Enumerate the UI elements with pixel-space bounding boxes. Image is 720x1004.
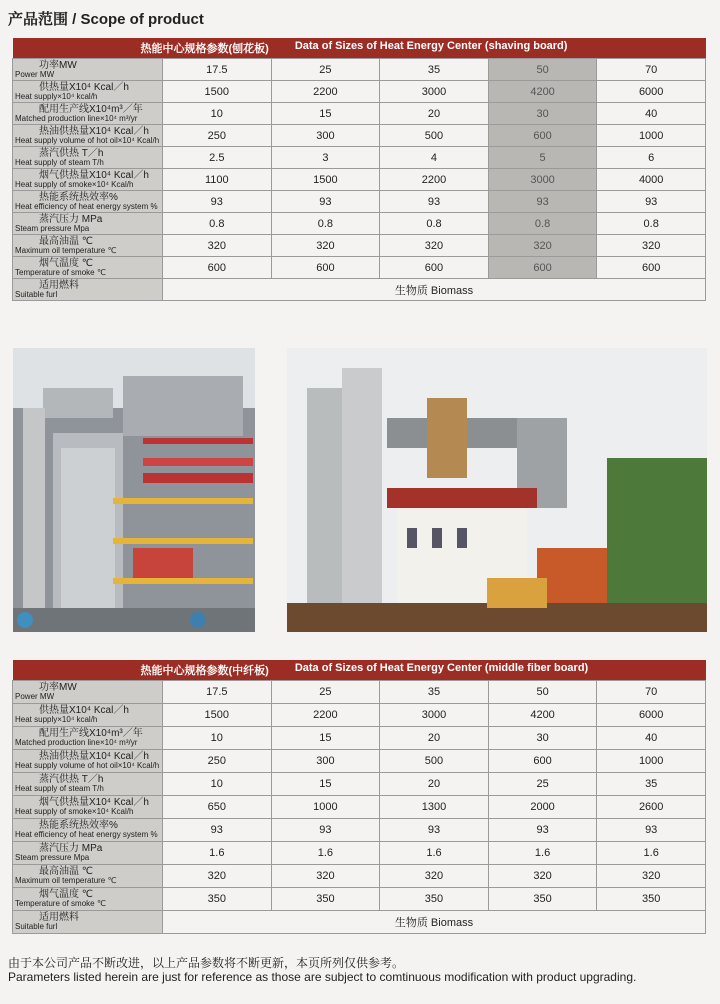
- row-label-en: Power MW: [15, 69, 55, 79]
- table-cell: 1500: [271, 169, 380, 191]
- row-label: [13, 191, 163, 213]
- table-cell: 35: [380, 59, 489, 81]
- table-cell: 50: [488, 59, 597, 81]
- table-cell: 25: [271, 59, 380, 81]
- table-cell: 250: [163, 750, 272, 773]
- table-cell: 6: [597, 147, 706, 169]
- table-row: [13, 888, 706, 911]
- table-row: [13, 750, 706, 773]
- row-label-cn: 功率MW: [39, 682, 77, 693]
- table-cell: 2200: [380, 169, 489, 191]
- row-label-cn: 蒸汽供热 T／h: [39, 147, 104, 159]
- table-cell: 2600: [597, 796, 706, 819]
- table-cell: 93: [163, 819, 272, 842]
- spec-table-middle-fiber-board: [12, 660, 706, 934]
- footer-note-cn: 由于本公司产品不断改进，以上产品参数将不断更新，本页所列仅供参考。: [8, 956, 405, 970]
- row-label-cn: 蒸汽压力 MPa: [39, 213, 103, 225]
- row-label-en: Temperature of smoke ℃: [15, 899, 106, 908]
- table-row: [13, 796, 706, 819]
- table-cell: 350: [163, 888, 272, 911]
- table-row: [13, 147, 706, 169]
- table-cell: 15: [271, 727, 380, 750]
- table-cell: 2200: [271, 81, 380, 103]
- table-cell: 6000: [597, 81, 706, 103]
- table-header-cn: 热能中心规格参数(刨花板): [140, 43, 269, 55]
- table-cell: 4: [380, 147, 489, 169]
- table-cell: 600: [163, 257, 272, 279]
- table-cell: 3: [271, 147, 380, 169]
- row-label-en: Matched production line×10⁴ m³/yr: [15, 738, 138, 747]
- fuel-value: 生物质 Biomass: [163, 911, 706, 934]
- table-cell: 70: [597, 681, 706, 704]
- table-cell: 17.5: [163, 59, 272, 81]
- row-label-cn: 热油供热量X10⁴ Kcal／h: [39, 751, 149, 762]
- table-cell: 320: [488, 235, 597, 257]
- row-label: [13, 681, 163, 704]
- table-cell: 300: [271, 750, 380, 773]
- row-label: [13, 235, 163, 257]
- row-label: [13, 81, 163, 103]
- table-cell: 6000: [597, 704, 706, 727]
- row-label-en: Heat supply of steam T/h: [15, 157, 104, 167]
- row-label-en: Heat efficiency of heat energy system %: [15, 830, 158, 839]
- row-label-en: Heat supply×10⁴ kcal/h: [15, 715, 98, 724]
- table-cell: 0.8: [380, 213, 489, 235]
- boiler-plant-photo-left: [13, 348, 255, 632]
- row-label-en: Maximum oil temperature ℃: [15, 876, 117, 885]
- table-cell: 1000: [597, 750, 706, 773]
- table-cell: 30: [488, 727, 597, 750]
- table-cell: 1500: [163, 704, 272, 727]
- table-cell: 1.6: [488, 842, 597, 865]
- table-row: [13, 169, 706, 191]
- row-label-cn: 功率MW: [39, 59, 77, 71]
- table-cell: 10: [163, 103, 272, 125]
- row-label-en: Heat supply of smoke×10⁴ Kcal/h: [15, 179, 134, 189]
- table-cell: 250: [163, 125, 272, 147]
- table-cell: 600: [488, 257, 597, 279]
- row-label-cn: 供热量X10⁴ Kcal／h: [39, 705, 129, 716]
- table-cell: 350: [380, 888, 489, 911]
- table-cell: 93: [271, 191, 380, 213]
- row-label: [13, 727, 163, 750]
- row-label-en: Steam pressure Mpa: [15, 223, 90, 233]
- table-row: [13, 191, 706, 213]
- table-row: [13, 842, 706, 865]
- table-cell: 20: [380, 727, 489, 750]
- table-header-cn: 热能中心规格参数(中纤板): [140, 665, 269, 677]
- table-cell: 1300: [380, 796, 489, 819]
- row-label-cn: 供热量X10⁴ Kcal／h: [39, 81, 129, 93]
- row-label-en: Maximum oil temperature ℃: [15, 245, 117, 255]
- table-cell: 320: [488, 865, 597, 888]
- row-label: [13, 279, 163, 301]
- table-cell: 35: [380, 681, 489, 704]
- table-cell: 1100: [163, 169, 272, 191]
- row-label: [13, 59, 163, 81]
- boiler-plant-photo-right: [287, 348, 707, 632]
- row-label: [13, 213, 163, 235]
- table-row: [13, 81, 706, 103]
- table-cell: 320: [163, 865, 272, 888]
- spec-table-shaving-board: [12, 38, 706, 301]
- table-cell: 3000: [380, 81, 489, 103]
- row-label-en: Heat efficiency of heat energy system %: [15, 201, 158, 211]
- table-cell: 2000: [488, 796, 597, 819]
- table-cell: 2.5: [163, 147, 272, 169]
- row-label: [13, 865, 163, 888]
- row-label-en: Heat supply×10⁴ kcal/h: [15, 91, 98, 101]
- table-cell: 40: [597, 103, 706, 125]
- table-header: [13, 660, 706, 681]
- table-cell: 320: [271, 235, 380, 257]
- table-cell: 0.8: [163, 213, 272, 235]
- table-cell: 4200: [488, 81, 597, 103]
- row-label-cn: 烟气温度 ℃: [39, 257, 94, 269]
- table-cell: 600: [597, 257, 706, 279]
- table-cell: 600: [380, 257, 489, 279]
- table-row: [13, 59, 706, 81]
- table-cell: 4200: [488, 704, 597, 727]
- row-label-cn: 蒸汽压力 MPa: [39, 843, 103, 854]
- table-row-fuel: [13, 911, 706, 934]
- row-label: [13, 888, 163, 911]
- table-cell: 350: [597, 888, 706, 911]
- table-row: [13, 257, 706, 279]
- table-row: [13, 681, 706, 704]
- table-cell: 15: [271, 773, 380, 796]
- table-cell: 1.6: [163, 842, 272, 865]
- table-cell: 20: [380, 103, 489, 125]
- table-cell: 93: [488, 191, 597, 213]
- row-label-en: Matched production line×10⁴ m³/yr: [15, 113, 138, 123]
- table-cell: 500: [380, 125, 489, 147]
- row-label-cn: 配用生产线X10⁴m³／年: [39, 728, 143, 739]
- row-label-cn: 最高油温 ℃: [39, 235, 94, 247]
- footer-note-en: Parameters listed herein are just for reference as those are subject to comtinuous modification with product upgrading.: [8, 970, 637, 984]
- row-label-cn: 配用生产线X10⁴m³／年: [39, 103, 143, 115]
- row-label-en: Temperature of smoke ℃: [15, 267, 106, 277]
- table-cell: 5: [488, 147, 597, 169]
- table-cell: 0.8: [271, 213, 380, 235]
- table-cell: 70: [597, 59, 706, 81]
- table-cell: 20: [380, 773, 489, 796]
- row-label-cn: 适用燃料: [39, 279, 79, 291]
- row-label-cn: 最高油温 ℃: [39, 866, 94, 877]
- row-label: [13, 257, 163, 279]
- table-cell: 320: [271, 865, 380, 888]
- row-label: [13, 911, 163, 934]
- table-cell: 93: [597, 819, 706, 842]
- table-cell: 50: [488, 681, 597, 704]
- row-label: [13, 842, 163, 865]
- table-cell: 1.6: [380, 842, 489, 865]
- table-cell: 25: [271, 681, 380, 704]
- table-row: [13, 865, 706, 888]
- table-cell: 2200: [271, 704, 380, 727]
- row-label: [13, 125, 163, 147]
- row-label: [13, 704, 163, 727]
- table-cell: 93: [488, 819, 597, 842]
- table-cell: 1.6: [597, 842, 706, 865]
- row-label: [13, 819, 163, 842]
- row-label-en: Heat supply volume of hot oil×10⁴ Kcal/h: [15, 761, 160, 770]
- table-cell: 93: [163, 191, 272, 213]
- table-cell: 1.6: [271, 842, 380, 865]
- row-label-en: Steam pressure Mpa: [15, 853, 90, 862]
- table-row: [13, 235, 706, 257]
- table-cell: 0.8: [488, 213, 597, 235]
- row-label: [13, 169, 163, 191]
- table-cell: 320: [597, 235, 706, 257]
- table-header: [13, 38, 706, 59]
- table-cell: 1500: [163, 81, 272, 103]
- row-label: [13, 796, 163, 819]
- row-label: [13, 750, 163, 773]
- row-label-cn: 热能系统热效率%: [39, 191, 118, 203]
- table-cell: 600: [271, 257, 380, 279]
- table-cell: 3000: [380, 704, 489, 727]
- row-label: [13, 773, 163, 796]
- table-row-fuel: [13, 279, 706, 301]
- table-header-en: Data of Sizes of Heat Energy Center (shaving board): [294, 40, 568, 52]
- table-cell: 320: [380, 235, 489, 257]
- row-label: [13, 103, 163, 125]
- table-cell: 500: [380, 750, 489, 773]
- table-cell: 35: [597, 773, 706, 796]
- table-header-en: Data of Sizes of Heat Energy Center (middle fiber board): [294, 662, 589, 674]
- row-label-cn: 蒸汽供热 T／h: [39, 774, 104, 785]
- table-cell: 350: [488, 888, 597, 911]
- table-cell: 15: [271, 103, 380, 125]
- table-cell: 650: [163, 796, 272, 819]
- table-cell: 93: [271, 819, 380, 842]
- table-row: [13, 103, 706, 125]
- table-cell: 600: [488, 125, 597, 147]
- row-label-en: Suitable furl: [15, 289, 58, 299]
- row-label-en: Heat supply volume of hot oil×10⁴ Kcal/h: [15, 135, 160, 145]
- row-label-en: Suitable furl: [15, 922, 58, 931]
- row-label-cn: 热能系统热效率%: [39, 820, 118, 831]
- table-cell: 350: [271, 888, 380, 911]
- row-label-cn: 热油供热量X10⁴ Kcal／h: [39, 125, 149, 137]
- row-label: [13, 147, 163, 169]
- table-cell: 17.5: [163, 681, 272, 704]
- table-cell: 40: [597, 727, 706, 750]
- row-label-cn: 适用燃料: [39, 912, 79, 923]
- row-label-en: Heat supply of steam T/h: [15, 784, 104, 793]
- table-cell: 93: [380, 819, 489, 842]
- table-row: [13, 819, 706, 842]
- table-cell: 30: [488, 103, 597, 125]
- table-cell: 320: [380, 865, 489, 888]
- table-row: [13, 125, 706, 147]
- table-cell: 1000: [597, 125, 706, 147]
- page-title: 产品范围 / Scope of product: [8, 11, 204, 28]
- row-label-en: Heat supply of smoke×10⁴ Kcal/h: [15, 807, 134, 816]
- table-cell: 1000: [271, 796, 380, 819]
- table-body: [13, 59, 706, 301]
- table-row: [13, 773, 706, 796]
- table-cell: 93: [597, 191, 706, 213]
- table-cell: 600: [488, 750, 597, 773]
- table-cell: 3000: [488, 169, 597, 191]
- table-cell: 4000: [597, 169, 706, 191]
- table-cell: 320: [163, 235, 272, 257]
- table-cell: 10: [163, 727, 272, 750]
- table-cell: 10: [163, 773, 272, 796]
- table-cell: 25: [488, 773, 597, 796]
- table-row: [13, 727, 706, 750]
- row-label-cn: 烟气温度 ℃: [39, 889, 94, 900]
- table-body: [13, 681, 706, 934]
- row-label-en: Power MW: [15, 692, 55, 701]
- fuel-value: 生物质 Biomass: [163, 279, 706, 301]
- table-cell: 320: [597, 865, 706, 888]
- row-label-cn: 烟气供热量X10⁴ Kcal／h: [39, 169, 149, 181]
- table-cell: 300: [271, 125, 380, 147]
- table-cell: 93: [380, 191, 489, 213]
- table-row: [13, 213, 706, 235]
- table-cell: 0.8: [597, 213, 706, 235]
- row-label-cn: 烟气供热量X10⁴ Kcal／h: [39, 797, 149, 808]
- table-row: [13, 704, 706, 727]
